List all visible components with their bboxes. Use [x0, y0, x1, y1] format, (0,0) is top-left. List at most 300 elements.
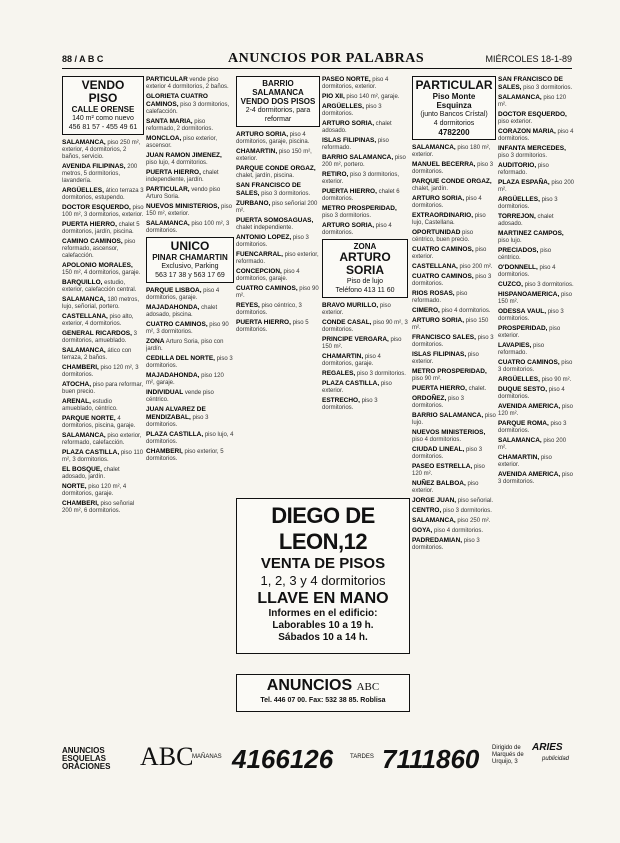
- classified-ad: [322, 353, 408, 368]
- ad-text: piso 100 m², 3 dormitorios.: [146, 221, 230, 234]
- ad-phone: 4782200: [438, 128, 470, 137]
- classified-ad: [498, 247, 574, 262]
- ad-keyword: EXTRAORDINARIO,: [412, 212, 474, 219]
- ad-text: piso céntrico.: [498, 248, 552, 261]
- section-title: ANUNCIOS POR PALABRAS: [228, 51, 425, 66]
- ad-text: piso exterior, 5 dormitorios.: [146, 449, 224, 462]
- aries-logo: ARIES: [532, 742, 563, 753]
- classified-ad: [412, 385, 496, 393]
- ad-headline: DIEGO DE LEON,12: [271, 503, 375, 554]
- aries-tagline: publicidad: [542, 756, 570, 762]
- ad-keyword: GENERAL RICARDOS,: [62, 330, 132, 337]
- classified-ad: [322, 103, 408, 118]
- ad-line: Laborables 10 a 19 h.: [272, 620, 374, 631]
- footer-label-mornings: MAÑANAS: [192, 754, 222, 760]
- ad-keyword: SALAMANCA,: [62, 432, 106, 439]
- ad-keyword: ISLAS FILIPINAS,: [322, 137, 377, 144]
- ad-keyword: LAVAPIES,: [498, 342, 532, 349]
- ad-line: 140 m² como nuevo: [72, 115, 134, 122]
- ad-text: piso 150 m², exterior.: [236, 149, 312, 162]
- ad-keyword: JUAN ALVAREZ DE MENDIZABAL,: [146, 406, 206, 421]
- ad-text: piso 200 m², portero.: [322, 155, 406, 168]
- ad-text: piso exterior.: [412, 481, 479, 494]
- ad-text: piso 4 dormitorios, garaje.: [236, 269, 300, 282]
- ad-text: piso exterior, reformado, calefacción.: [62, 433, 142, 446]
- classified-ad: [62, 313, 144, 328]
- ad-text: chalet adosado.: [322, 121, 392, 134]
- ad-text: piso exterior.: [498, 326, 561, 339]
- classified-ad: [146, 152, 234, 167]
- ad-subheading: ZONA: [353, 242, 377, 251]
- ad-keyword: METRO PROSPERIDAD,: [412, 368, 487, 375]
- ad-text: piso alto, exterior, 4 dormitorios.: [62, 314, 134, 327]
- ad-text: piso exterior.: [412, 352, 479, 365]
- ad-text: piso lujo.: [498, 238, 522, 244]
- abc-logo: ABC: [140, 742, 194, 771]
- ad-keyword: INDIVIDUAL: [146, 389, 184, 396]
- classified-ad: [498, 403, 574, 418]
- ad-text: ático con terraza, 2 baños.: [62, 348, 132, 361]
- ad-keyword: PROSPERIDAD,: [498, 325, 548, 332]
- ad-keyword: PUERTA SOMOSAGUAS,: [236, 217, 314, 224]
- classified-ad: [236, 131, 320, 146]
- ad-text: piso 3 dormitorios.: [412, 274, 492, 287]
- ad-text: piso lujo, 4 dormitorios.: [146, 432, 234, 445]
- ad-text: piso 90 m².: [412, 376, 442, 382]
- classified-ad: [498, 264, 574, 279]
- ad-text: piso exterior.: [322, 303, 391, 316]
- ad-keyword: CAMINO CAMINOS,: [62, 238, 123, 245]
- classified-ad: [498, 179, 574, 194]
- ad-keyword: NORTE,: [62, 483, 87, 490]
- ad-keyword: PLAZA CASTILLA,: [322, 380, 380, 387]
- ad-text: piso 90 m².: [236, 286, 319, 299]
- ad-keyword: SAN FRANCISCO DE SALES,: [498, 76, 564, 91]
- classified-ad: [412, 212, 496, 227]
- ad-text: piso 3 dormitorios.: [322, 213, 372, 219]
- ad-keyword: SALAMANCA,: [498, 437, 542, 444]
- ad-keyword: ORDOÑEZ,: [412, 395, 447, 402]
- classified-ad: [498, 230, 574, 245]
- ad-keyword: ARTURO SORIA,: [412, 317, 464, 324]
- ad-subheading: Piso Monte Esquinza: [432, 92, 476, 110]
- ad-text: piso 3 dormitorios.: [412, 396, 464, 409]
- ad-keyword: CHAMARTIN,: [322, 353, 364, 360]
- ad-keyword: ISLAS FILIPINAS,: [412, 351, 467, 358]
- ad-keyword: PLAZA CASTILLA,: [62, 449, 120, 456]
- classified-ad: [236, 319, 320, 334]
- ad-text: chalet independiente, jardín.: [146, 170, 219, 183]
- page-number: 88 / A B C: [62, 54, 104, 64]
- ad-text: piso 3 dormitorios.: [146, 415, 209, 428]
- ad-keyword: PASEO ESTRELLA,: [412, 463, 473, 470]
- ad-keyword: MARTINEZ CAMPOS,: [498, 230, 564, 237]
- ad-keyword: SALAMANCA,: [62, 139, 106, 146]
- ad-keyword: SALAMANCA,: [146, 220, 190, 227]
- ad-keyword: MANUEL BECERRA,: [412, 161, 476, 168]
- ad-text: piso 200 m².: [498, 180, 574, 193]
- ad-text: piso 3 dormitorios.: [412, 538, 480, 551]
- ad-keyword: HISPANOAMERICA,: [498, 291, 560, 298]
- ad-keyword: PRINCIPE VERGARA,: [322, 336, 389, 343]
- ad-keyword: JUAN RAMON JIMENEZ,: [146, 152, 222, 159]
- ad-keyword: CUATRO CAMINOS,: [236, 285, 298, 292]
- ad-keyword: ARGÜELLES,: [498, 196, 540, 203]
- ad-text: 200 metros, 5 dormitorios, lavandería.: [62, 164, 138, 184]
- classified-ad: [322, 137, 408, 152]
- classified-ad: [412, 463, 496, 478]
- ad-text: 3 dormitorios, amueblado.: [62, 331, 137, 344]
- classified-ad: [498, 376, 574, 384]
- classified-ad: [412, 307, 496, 315]
- ad-text: piso 3 dormitorios.: [498, 197, 558, 210]
- classified-ad: [322, 397, 408, 412]
- ad-keyword: ARTURO SORIA,: [322, 120, 374, 127]
- classified-ad: [412, 480, 496, 495]
- ad-keyword: APOLONIO MORALES,: [62, 262, 133, 269]
- ad-keyword: ARENAL,: [62, 398, 91, 405]
- classified-ad: [412, 446, 496, 461]
- classified-ad: [62, 262, 144, 277]
- footer-label-afternoons: TARDES: [350, 754, 374, 760]
- classified-ad: [62, 500, 144, 515]
- classified-ad: [62, 139, 144, 161]
- classified-ad: [146, 355, 234, 370]
- ad-keyword: PARQUE LISBOA,: [146, 287, 202, 294]
- classified-ad: [236, 234, 320, 249]
- ad-text: vende piso céntrico.: [146, 390, 214, 403]
- classified-ad: [146, 169, 234, 184]
- ad-keyword: DOCTOR ESQUERDO,: [62, 204, 131, 211]
- ad-keyword: FUENCARRAL,: [236, 251, 283, 258]
- ad-heading: VENDO DOS PISOS: [240, 97, 316, 106]
- ad-text: piso exterior.: [498, 119, 533, 125]
- ad-text: piso reformado.: [498, 163, 549, 176]
- classified-ad: [498, 111, 574, 126]
- ad-keyword: CONCEPCION,: [236, 268, 282, 275]
- ad-keyword: PARTICULAR: [146, 76, 188, 83]
- classified-ad: [62, 483, 144, 498]
- ad-text: chalet.: [466, 386, 487, 392]
- ad-text: piso 3 dormitorios.: [322, 398, 378, 411]
- ad-text: piso 3 dormitorios.: [498, 421, 567, 434]
- ad-keyword: SANTA MARIA,: [146, 118, 193, 125]
- classified-ad: [322, 319, 408, 334]
- ad-keyword: INFANTA MERCEDES,: [498, 145, 566, 152]
- ad-keyword: CUATRO CAMINOS,: [498, 359, 560, 366]
- ad-keyword: ARTURO SORIA,: [412, 195, 464, 202]
- ad-keyword: PLAZA ESPAÑA,: [498, 179, 550, 186]
- ad-text: chalet, jardín.: [412, 186, 449, 192]
- ad-text: piso 200 m².: [498, 438, 567, 451]
- classified-ad: [236, 148, 320, 163]
- ad-phone: 456 81 57 - 455 49 61: [68, 124, 138, 131]
- ad-text: piso 3 dormitorios.: [498, 472, 573, 485]
- ad-text: vendo piso Arturo Soria.: [146, 187, 221, 200]
- ad-keyword: SALAMANCA,: [62, 347, 106, 354]
- classified-ad: [412, 395, 496, 410]
- ad-text: chalet adosado, jardín.: [62, 467, 120, 480]
- ad-text: piso para reformar, buen precio.: [62, 382, 144, 395]
- classified-ad: [62, 204, 144, 219]
- ad-text: chalet 5 dormitorios, jardín, piscina.: [62, 222, 140, 235]
- ad-text: piso 120 m², garaje.: [146, 373, 224, 386]
- classified-ad: [412, 537, 496, 552]
- ad-text: piso 100 m², 3 dormitorios, exterior.: [62, 205, 144, 218]
- ad-text: estudio, exterior, calefacción central.: [62, 280, 137, 293]
- classified-ad: [498, 162, 574, 177]
- ad-keyword: SALAMANCA,: [498, 94, 542, 101]
- ad-keyword: TORREJON,: [498, 213, 536, 220]
- classified-ad: [62, 279, 144, 294]
- ad-text: piso 4 dormitorios.: [498, 129, 574, 142]
- ad-keyword: CHAMARTIN,: [236, 148, 278, 155]
- classified-ad: [146, 372, 234, 387]
- ad-text: piso reformado.: [412, 291, 468, 304]
- ad-keyword: RETIRO,: [322, 171, 349, 178]
- ad-phone: Teléfono 413 11 60: [335, 287, 395, 294]
- classified-ad: [322, 154, 408, 169]
- classified-ad: [322, 302, 408, 317]
- column-1: [62, 76, 144, 735]
- ad-box-barrio-salamanca: [236, 76, 320, 127]
- ad-text: piso exterior, ascensor.: [146, 136, 218, 149]
- ad-text: piso céntrico, buen precio.: [412, 230, 474, 243]
- ad-subheadline: LLAVE EN MANO: [257, 590, 389, 607]
- ad-keyword: PADREDAMIAN,: [412, 537, 463, 544]
- footer-services: [62, 747, 110, 771]
- classified-ad: [322, 205, 408, 220]
- ad-keyword: SAN FRANCISCO DE SALES,: [236, 182, 302, 197]
- ad-heading: ARTURO SORIA: [339, 250, 391, 277]
- ad-keyword: PUERTA HIERRO,: [322, 188, 377, 195]
- ad-keyword: CEDILLA DEL NORTE,: [146, 355, 215, 362]
- ad-keyword: CASTELLANA,: [62, 313, 108, 320]
- ad-text: piso 200 m².: [457, 264, 493, 270]
- classified-ad: [146, 406, 234, 429]
- ad-keyword: MAJADAHONDA,: [146, 372, 200, 379]
- ad-list: [322, 302, 408, 412]
- ad-line: 1, 2, 3 y 4 dormitorios: [260, 573, 386, 588]
- ad-keyword: GOYA,: [412, 527, 433, 534]
- footer-service: ANUNCIOS: [62, 746, 105, 755]
- ad-text: piso 3 dormitorios.: [259, 191, 311, 197]
- ad-keyword: PUERTA HIERRO,: [236, 319, 291, 326]
- classified-ad: [62, 466, 144, 481]
- ad-keyword: PARQUE NORTE,: [62, 415, 116, 422]
- footer-service: ESQUELAS: [62, 754, 107, 763]
- ad-keyword: PRECIADOS,: [498, 247, 539, 254]
- ad-text: piso céntrico, 3 dormitorios.: [236, 303, 302, 316]
- ad-keyword: PUERTA HIERRO,: [412, 385, 467, 392]
- classified-ad: [146, 186, 234, 201]
- footer-phone-morning: 4166126: [232, 744, 334, 774]
- classified-ad: [62, 347, 144, 362]
- ad-keyword: ATOCHA,: [62, 381, 92, 388]
- ad-text: piso 120 m².: [498, 404, 573, 417]
- ad-heading: VENDO: [81, 78, 125, 92]
- footer-service: ORACIONES: [62, 762, 111, 771]
- ad-text: piso 4 dormitorios.: [412, 196, 482, 209]
- classified-ad: [322, 93, 408, 101]
- classified-ad: [322, 370, 408, 378]
- ad-keyword: DUQUE SESTO,: [498, 386, 548, 393]
- classified-ad: [498, 471, 574, 486]
- classified-ad: [498, 94, 574, 109]
- ad-text: piso 4 dormitorios.: [498, 387, 565, 400]
- ad-keyword: CUZCO,: [498, 281, 523, 288]
- ad-text: 4 dormitorios, piscina, garaje.: [62, 416, 136, 429]
- ad-text: vende piso exterior 4 dormitorios, 2 baños.: [146, 77, 229, 90]
- ad-text: piso 5 dormitorios.: [236, 320, 309, 333]
- ad-keyword: O'DONNELL,: [498, 264, 538, 271]
- ad-keyword: ZONA: [146, 338, 165, 345]
- ad-diego-de-leon: [236, 498, 410, 654]
- ad-text: piso 180 m², exterior.: [412, 145, 491, 158]
- ad-keyword: ARTURO SORIA,: [322, 222, 374, 229]
- ad-text: piso 3 dormitorios.: [498, 153, 548, 159]
- ad-text: piso 3 dormitorios.: [498, 360, 573, 373]
- ad-text: piso 110 m², 3 dormitorios.: [62, 450, 144, 463]
- classified-ad: [498, 420, 574, 435]
- ad-text: piso 120 m², 3 dormitorios.: [62, 365, 139, 378]
- ad-text: 150 m², 4 dormitorios, garaje.: [62, 270, 141, 276]
- ad-text: piso 90 m², 3 dormitorios.: [322, 320, 408, 333]
- column-2: [146, 76, 234, 735]
- classified-ad: [62, 398, 144, 413]
- ad-text: chalet adosado, piscina.: [146, 305, 218, 318]
- ad-line: Piso de lujo: [346, 278, 384, 285]
- ad-keyword: CIMERO,: [412, 307, 440, 314]
- classified-ad: [412, 497, 496, 505]
- ad-keyword: CONDE CASAL,: [322, 319, 372, 326]
- classified-ad: [412, 195, 496, 210]
- classified-ad: [62, 449, 144, 464]
- ad-list: [236, 131, 320, 334]
- ad-heading: PARTICULAR: [415, 78, 493, 92]
- ad-keyword: CUATRO CAMINOS,: [146, 321, 208, 328]
- anuncios-title: [237, 677, 409, 695]
- classified-ad: [498, 76, 574, 92]
- ad-keyword: AVENIDA FILIPINAS,: [62, 163, 126, 170]
- ad-keyword: AUDITORIO,: [498, 162, 537, 169]
- ad-keyword: PUERTA HIERRO,: [62, 221, 117, 228]
- ad-text: piso exterior.: [412, 247, 487, 260]
- classified-ad: [412, 144, 496, 159]
- ad-text: piso exterior, reformado.: [236, 252, 319, 265]
- classified-ad: [62, 296, 144, 311]
- ad-text: piso 3 dormitorios, exterior.: [322, 172, 400, 185]
- ad-text: piso 3 dormitorios.: [412, 447, 483, 460]
- classified-ad: [412, 273, 496, 288]
- classified-ad: [146, 203, 234, 218]
- ad-line: Exclusivo, Parking: [161, 263, 219, 270]
- classified-ad: [498, 145, 574, 160]
- ad-text: piso lujo.: [412, 413, 496, 426]
- ad-text: piso señorial 200 m².: [236, 201, 318, 214]
- classified-ad: [62, 187, 144, 202]
- classified-ad: [498, 342, 574, 357]
- classified-ad: [412, 161, 496, 176]
- anuncios-contact: Tel. 446 07 00. Fax: 532 38 85. Roblisa: [260, 697, 386, 704]
- ad-keyword: PARQUE CONDE ORGAZ,: [412, 178, 492, 185]
- ad-text: piso 3 dormitorios.: [146, 356, 233, 369]
- ad-text: piso 90 m², 3 dormitorios.: [146, 322, 229, 335]
- ad-keyword: NUÑEZ BALBOA,: [412, 480, 466, 487]
- ad-box-zona-arturo-soria: [322, 239, 408, 298]
- ad-keyword: FRANCISCO SALES,: [412, 334, 476, 341]
- classified-ad: [236, 302, 320, 317]
- classified-ad: [236, 165, 320, 180]
- ad-text: piso reformado.: [322, 138, 389, 151]
- ad-keyword: PARQUE CONDE ORGAZ,: [236, 165, 316, 172]
- ad-keyword: CENTRO,: [412, 507, 442, 514]
- ad-subheading: CALLE ORENSE: [71, 105, 135, 114]
- ad-keyword: ESTRECHO,: [322, 397, 360, 404]
- ad-box-unico: [146, 237, 234, 283]
- ad-text: piso reformado.: [498, 343, 545, 356]
- ad-keyword: SALAMANCA,: [62, 296, 106, 303]
- classified-ad: [62, 221, 144, 236]
- classified-ad: [62, 238, 144, 260]
- ad-keyword: RIOS ROSAS,: [412, 290, 455, 297]
- ad-text: piso exterior.: [322, 381, 392, 394]
- classified-ad: [498, 325, 574, 340]
- ad-text: piso reformado, 2 dormitorios.: [146, 119, 214, 132]
- ad-keyword: ARTURO SORIA,: [236, 131, 288, 138]
- classified-ad: [412, 334, 496, 349]
- ad-keyword: CASTELLANA,: [412, 263, 458, 270]
- ad-keyword: SALAMANCA,: [412, 144, 456, 151]
- ad-text: piso 3 dormitorios.: [236, 235, 309, 248]
- classified-ad: [412, 429, 496, 444]
- classified-ad: [498, 437, 574, 452]
- ad-keyword: AVENIDA AMERICA,: [498, 471, 561, 478]
- classified-ad: [322, 120, 408, 135]
- classified-ad: [498, 196, 574, 211]
- ad-keyword: CORAZON MARIA,: [498, 128, 556, 135]
- ad-list: [146, 287, 234, 463]
- classified-ad: [412, 229, 496, 244]
- ad-text: piso lujo, Castellana.: [412, 213, 486, 226]
- ad-text: piso 4 dormitorios, garaje.: [322, 354, 381, 367]
- classified-ad: [412, 290, 496, 305]
- classified-ad: [146, 220, 234, 235]
- classified-ad: [146, 389, 234, 404]
- ad-list: [412, 144, 496, 552]
- ad-keyword: CHAMARTIN,: [498, 454, 540, 461]
- ad-keyword: DOCTOR ESQUERDO,: [498, 111, 567, 118]
- ad-line: reformar: [264, 116, 292, 123]
- classified-ad: [236, 251, 320, 266]
- classified-ad: [146, 118, 234, 133]
- ad-text: chalet 6 dormitorios.: [322, 189, 400, 202]
- ad-keyword: ARGÜELLES,: [498, 376, 540, 383]
- classified-ad: [62, 330, 144, 345]
- classified-ad: [412, 507, 496, 515]
- ad-phone: 563 17 38 y 563 17 69: [155, 272, 225, 279]
- classified-ad: [146, 431, 234, 446]
- ad-keyword: CUATRO CAMINOS,: [412, 273, 474, 280]
- ad-text: piso 3 dormitorios.: [412, 162, 494, 175]
- classified-ad: [412, 517, 496, 525]
- ad-text: ático terraza 3 dormitorios, estupendo.: [62, 188, 144, 201]
- ad-text: piso 3 dormitorios.: [522, 282, 574, 288]
- classified-ad: [498, 291, 574, 306]
- ad-keyword: BARQUILLO,: [62, 279, 103, 286]
- ad-keyword: BARRIO SALAMANCA,: [322, 154, 394, 161]
- ad-keyword: REGALES,: [322, 370, 356, 377]
